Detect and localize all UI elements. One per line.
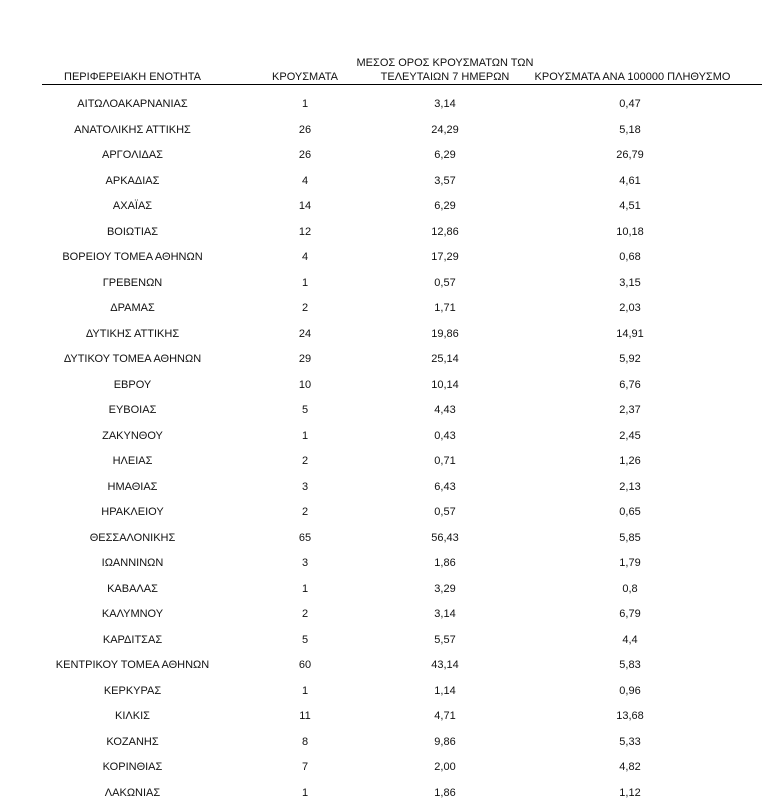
rate-cell: 6,79 [580,607,680,621]
average-cell: 6,43 [395,480,495,494]
region-cell: ΚΑΛΥΜΝΟΥ [40,607,225,621]
average-cell: 0,57 [395,505,495,519]
cases-cell: 14 [255,199,355,213]
table-row [0,549,762,575]
average-cell: 0,57 [395,276,495,290]
rate-cell: 4,61 [580,174,680,188]
region-cell: ΒΟΡΕΙΟΥ ΤΟΜΕΑ ΑΘΗΝΩΝ [40,250,225,264]
average-cell: 24,29 [395,123,495,137]
header-seven-day-average-line1: ΜΕΣΟΣ ΟΡΟΣ ΚΡΟΥΣΜΑΤΩΝ ΤΩΝ [355,56,535,70]
cases-cell: 10 [255,378,355,392]
average-cell: 17,29 [395,250,495,264]
table-row [0,90,762,116]
header-region: ΠΕΡΙΦΕΡΕΙΑΚΗ ΕΝΟΤΗΤΑ [40,70,225,84]
cases-cell: 2 [255,607,355,621]
rate-cell: 5,18 [580,123,680,137]
cases-cell: 4 [255,250,355,264]
table-row [0,600,762,626]
cases-cell: 11 [255,709,355,723]
region-cell: ΚΙΛΚΙΣ [40,709,225,723]
average-cell: 0,71 [395,454,495,468]
average-cell: 10,14 [395,378,495,392]
region-cell: ΙΩΑΝΝΙΝΩΝ [40,556,225,570]
rate-cell: 1,12 [580,786,680,800]
average-cell: 6,29 [395,199,495,213]
cases-cell: 5 [255,633,355,647]
table-row [0,498,762,524]
rate-cell: 2,37 [580,403,680,417]
rate-cell: 0,68 [580,250,680,264]
cases-cell: 12 [255,225,355,239]
cases-cell: 60 [255,658,355,672]
table-row [0,728,762,754]
average-cell: 56,43 [395,531,495,545]
rate-cell: 0,96 [580,684,680,698]
cases-cell: 2 [255,505,355,519]
average-cell: 3,14 [395,607,495,621]
rate-cell: 14,91 [580,327,680,341]
average-cell: 2,00 [395,760,495,774]
table-row [0,116,762,142]
cases-cell: 1 [255,276,355,290]
rate-cell: 1,79 [580,556,680,570]
rate-cell: 5,33 [580,735,680,749]
table-row [0,779,762,804]
region-cell: ΑΡΚΑΔΙΑΣ [40,174,225,188]
table-body [0,90,762,804]
region-cell: ΗΡΑΚΛΕΙΟΥ [40,505,225,519]
region-cell: ΕΒΡΟΥ [40,378,225,392]
cases-cell: 8 [255,735,355,749]
table-row [0,422,762,448]
average-cell: 3,29 [395,582,495,596]
table-row [0,626,762,652]
rate-cell: 2,45 [580,429,680,443]
region-cell: ΚΟΡΙΝΘΙΑΣ [40,760,225,774]
average-cell: 6,29 [395,148,495,162]
average-cell: 1,14 [395,684,495,698]
rate-cell: 10,18 [580,225,680,239]
header-cases: ΚΡΟΥΣΜΑΤΑ [255,70,355,84]
table-row [0,473,762,499]
average-cell: 5,57 [395,633,495,647]
average-cell: 43,14 [395,658,495,672]
cases-cell: 4 [255,174,355,188]
region-cell: ΑΙΤΩΛΟΑΚΑΡΝΑΝΙΑΣ [40,97,225,111]
cases-cell: 2 [255,454,355,468]
average-cell: 4,71 [395,709,495,723]
rate-cell: 0,65 [580,505,680,519]
average-cell: 4,43 [395,403,495,417]
rate-cell: 5,85 [580,531,680,545]
rate-cell: 6,76 [580,378,680,392]
cases-cell: 3 [255,556,355,570]
average-cell: 0,43 [395,429,495,443]
rate-cell: 4,82 [580,760,680,774]
rate-cell: 3,15 [580,276,680,290]
average-cell: 25,14 [395,352,495,366]
rate-cell: 1,26 [580,454,680,468]
cases-cell: 65 [255,531,355,545]
table-row [0,651,762,677]
table-row [0,294,762,320]
cases-cell: 29 [255,352,355,366]
region-cell: ΑΧΑΪΑΣ [40,199,225,213]
region-cell: ΗΜΑΘΙΑΣ [40,480,225,494]
region-cell: ΚΑΡΔΙΤΣΑΣ [40,633,225,647]
header-divider [42,84,762,85]
rate-cell: 0,8 [580,582,680,596]
cases-cell: 26 [255,148,355,162]
table-row [0,575,762,601]
region-cell: ΓΡΕΒΕΝΩΝ [40,276,225,290]
region-cell: ΚΕΡΚΥΡΑΣ [40,684,225,698]
header-cases-per-100000: ΚΡΟΥΣΜΑΤΑ ΑΝΑ 100000 ΠΛΗΘΥΣΜΟ [525,70,740,84]
region-cell: ΘΕΣΣΑΛΟΝΙΚΗΣ [40,531,225,545]
rate-cell: 4,51 [580,199,680,213]
rate-cell: 0,47 [580,97,680,111]
rate-cell: 2,03 [580,301,680,315]
header-seven-day-average-line2: ΤΕΛΕΥΤΑΙΩΝ 7 ΗΜΕΡΩΝ [355,70,535,84]
average-cell: 1,86 [395,786,495,800]
cases-cell: 24 [255,327,355,341]
region-cell: ΔΥΤΙΚΟΥ ΤΟΜΕΑ ΑΘΗΝΩΝ [40,352,225,366]
average-cell: 19,86 [395,327,495,341]
region-cell: ΑΝΑΤΟΛΙΚΗΣ ΑΤΤΙΚΗΣ [40,123,225,137]
average-cell: 1,71 [395,301,495,315]
region-cell: ΛΑΚΩΝΙΑΣ [40,786,225,800]
average-cell: 3,57 [395,174,495,188]
table-row [0,702,762,728]
table-row [0,677,762,703]
cases-cell: 2 [255,301,355,315]
table-row [0,243,762,269]
header-seven-day-average [355,56,535,84]
region-cell: ΚΑΒΑΛΑΣ [40,582,225,596]
cases-cell: 1 [255,429,355,443]
cases-cell: 1 [255,684,355,698]
rate-cell: 26,79 [580,148,680,162]
average-cell: 3,14 [395,97,495,111]
table-row [0,269,762,295]
region-cell: ΚΟΖΑΝΗΣ [40,735,225,749]
table-row [0,753,762,779]
rate-cell: 5,83 [580,658,680,672]
cases-cell: 1 [255,582,355,596]
average-cell: 12,86 [395,225,495,239]
table-row [0,141,762,167]
table-row [0,396,762,422]
rate-cell: 4,4 [580,633,680,647]
rate-cell: 13,68 [580,709,680,723]
region-cell: ΔΥΤΙΚΗΣ ΑΤΤΙΚΗΣ [40,327,225,341]
cases-cell: 7 [255,760,355,774]
region-cell: ΔΡΑΜΑΣ [40,301,225,315]
table-row [0,320,762,346]
region-cell: ΒΟΙΩΤΙΑΣ [40,225,225,239]
table-row [0,345,762,371]
cases-cell: 5 [255,403,355,417]
table-row [0,192,762,218]
table-row [0,167,762,193]
cases-cell: 26 [255,123,355,137]
region-cell: ΚΕΝΤΡΙΚΟΥ ΤΟΜΕΑ ΑΘΗΝΩΝ [40,658,225,672]
region-cell: ΕΥΒΟΙΑΣ [40,403,225,417]
average-cell: 1,86 [395,556,495,570]
region-cell: ΑΡΓΟΛΙΔΑΣ [40,148,225,162]
rate-cell: 5,92 [580,352,680,366]
table-row [0,371,762,397]
cases-cell: 1 [255,786,355,800]
table-row [0,524,762,550]
region-cell: ΖΑΚΥΝΘΟΥ [40,429,225,443]
average-cell: 9,86 [395,735,495,749]
cases-cell: 3 [255,480,355,494]
cases-cell: 1 [255,97,355,111]
table-row [0,447,762,473]
rate-cell: 2,13 [580,480,680,494]
region-cell: ΗΛΕΙΑΣ [40,454,225,468]
table-row [0,218,762,244]
